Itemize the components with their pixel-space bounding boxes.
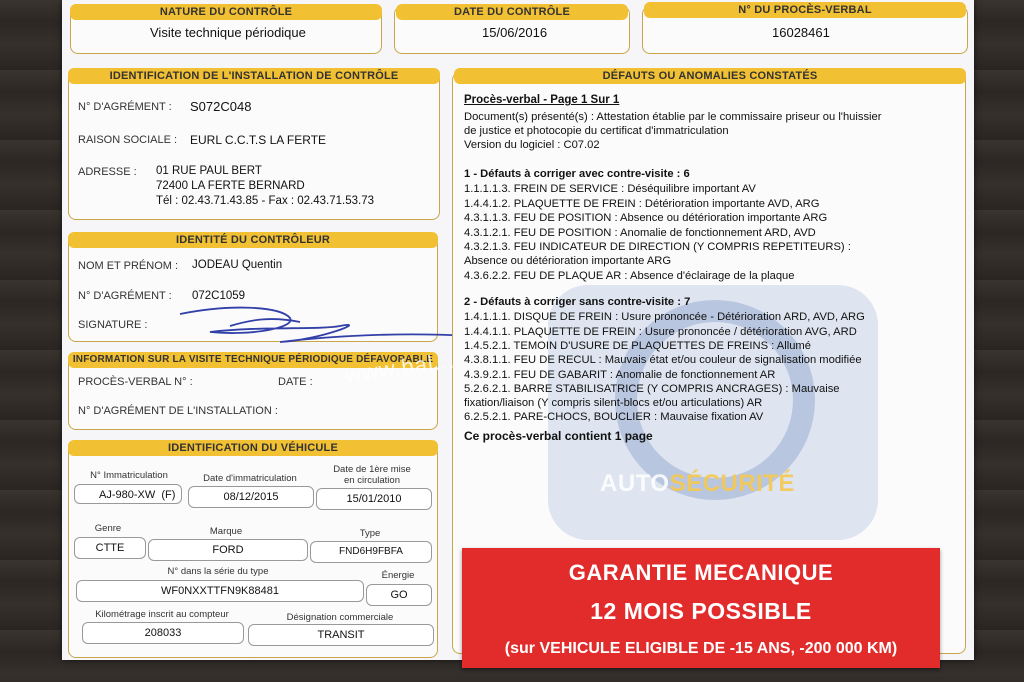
defauts-section-2: 2 - Défauts à corriger sans contre-visite : 7 (464, 296, 691, 308)
installation-agrement: S072C048 (190, 99, 252, 114)
defaut-item: 1.4.4.1.2. PLAQUETTE DE FREIN : Détérioration importante AVD, ARG (464, 198, 820, 210)
defaut-item: 4.3.1.1.3. FEU DE POSITION : Absence ou détérioration importante ARG (464, 212, 828, 224)
defaut-item: 1.4.4.1.1. PLAQUETTE DE FREIN : Usure prononcée / détérioration AVG, ARD (464, 326, 857, 338)
defaut-item: 4.3.9.2.1. FEU DE GABARIT : Anomalie de fonctionnement AR (464, 369, 776, 381)
defaut-item: 4.3.8.1.1. FEU DE RECUL : Mauvais état et/ou couleur de signalisation modifiée (464, 354, 862, 366)
defauts-section-1: 1 - Défauts à corriger avec contre-visite : 6 (464, 168, 690, 180)
genre-field: CTTE (74, 537, 146, 559)
installation-header: IDENTIFICATION DE L'INSTALLATION DE CONTRÔLE (68, 68, 440, 84)
info-visite-pv-label: PROCÈS-VERBAL N° : (78, 376, 193, 388)
controleur-nom-label: NOM ET PRÉNOM : (78, 260, 179, 272)
energie-label: Énergie (381, 570, 415, 581)
defaut-item: Absence ou détérioration importante ARG (464, 255, 672, 267)
info-visite-date-label: DATE : (278, 376, 313, 388)
type-field: FND6H9FBFA (310, 541, 432, 563)
immat-label: N° Immatriculation (90, 470, 168, 481)
nature-value: Visite technique périodique (150, 25, 306, 40)
km-field: 208033 (82, 622, 244, 644)
warranty-banner (462, 548, 940, 668)
defaut-item: 6.2.5.2.1. PARE-CHOCS, BOUCLIER : Mauvaise fixation AV (464, 411, 764, 423)
installation-raison: EURL C.C.T.S LA FERTE (190, 133, 327, 147)
date-mise-label-1: Date de 1ère mise (333, 464, 411, 475)
serie-field: WF0NXXTTFN9K88481 (76, 580, 364, 602)
energie-field: GO (366, 584, 432, 606)
nature-header: NATURE DU CONTRÔLE (70, 4, 382, 20)
serie-label: N° dans la série du type (167, 566, 269, 577)
date-mise-field: 15/01/2010 (316, 488, 432, 510)
designation-label: Désignation commerciale (286, 612, 394, 623)
installation-adresse-label: ADRESSE : (78, 166, 137, 178)
date-mise-label-2: en circulation (344, 475, 400, 486)
date-value: 15/06/2016 (482, 25, 548, 40)
defauts-version: Version du logiciel : C07.02 (464, 139, 600, 151)
defaut-item: 1.1.1.1.3. FREIN DE SERVICE : Déséquilibre important AV (464, 183, 756, 195)
installation-adresse-2: 72400 LA FERTE BERNARD (156, 180, 305, 192)
installation-adresse-3: Tél : 02.43.71.43.85 - Fax : 02.43.71.53.73 (156, 195, 375, 207)
controleur-signature-label: SIGNATURE : (78, 319, 148, 331)
installation-raison-label: RAISON SOCIALE : (78, 134, 178, 146)
controleur-agrement: 072C1059 (192, 290, 246, 302)
date-immat-label: Date d'immatriculation (203, 473, 297, 484)
defaut-item: 4.3.1.2.1. FEU DE POSITION : Anomalie de fonctionnement ARD, AVD (464, 227, 816, 239)
controleur-nom: JODEAU Quentin (192, 259, 283, 271)
immat-field (74, 484, 182, 504)
defauts-footer: Ce procès-verbal contient 1 page (464, 429, 653, 443)
km-label: Kilométrage inscrit au compteur (95, 609, 229, 620)
date-immat-field: 08/12/2015 (188, 486, 314, 508)
defauts-pv-header: Procès-verbal - Page 1 Sur 1 (464, 94, 620, 106)
defaut-item: 5.2.6.2.1. BARRE STABILISATRICE (Y COMPRIS ANCRAGES) : Mauvaise (464, 383, 840, 395)
immat-value: AJ-980-XW (99, 489, 156, 501)
pv-header: N° DU PROCÈS-VERBAL (644, 2, 966, 18)
date-header: DATE DU CONTRÔLE (396, 4, 628, 20)
defauts-doc-2: de justice et photocopie du certificat d'immatriculation (464, 125, 729, 137)
installation-agrement-label: N° D'AGRÉMENT : (78, 101, 172, 113)
type-label: Type (359, 528, 381, 539)
defaut-item: fixation/liaison (Y compris silent-blocs et/ou articulations) AR (464, 397, 763, 409)
logo-part-auto: AUTO (600, 470, 670, 497)
designation-field: TRANSIT (248, 624, 434, 646)
website-watermark: www.bal... (343, 347, 457, 388)
defauts-header: DÉFAUTS OU ANOMALIES CONSTATÉS (454, 68, 966, 84)
banner-line-3: (sur VEHICULE ELIGIBLE DE -15 ANS, -200 000 KM) (504, 640, 898, 657)
defauts-doc-1: Document(s) présenté(s) : Attestation établie par le commissaire priseur ou l'huissier (464, 111, 882, 123)
vehicule-header: IDENTIFICATION DU VÉHICULE (68, 440, 438, 456)
banner-line-1: GARANTIE MECANIQUE (568, 560, 834, 585)
info-visite-agrement-label: N° D'AGRÉMENT DE L'INSTALLATION : (78, 405, 278, 417)
info-visite-header: INFORMATION SUR LA VISITE TECHNIQUE PÉRIODIQUE DÉFAVORABLE (68, 352, 438, 368)
installation-adresse-1: 01 RUE PAUL BERT (156, 165, 262, 177)
banner-line-2: 12 MOIS POSSIBLE (590, 598, 812, 624)
autosecurite-logo-text (600, 470, 795, 498)
defaut-item: 4.3.6.2.2. FEU DE PLAQUE AR : Absence d'éclairage de la plaque (464, 270, 795, 282)
immat-suffix: (F) (161, 489, 176, 501)
handwritten-signature (170, 296, 490, 356)
logo-part-securite: SÉCURITÉ (669, 470, 795, 497)
marque-label: Marque (209, 526, 243, 537)
genre-label: Genre (94, 523, 122, 534)
pv-value: 16028461 (772, 25, 830, 40)
marque-field: FORD (148, 539, 308, 561)
controleur-agrement-label: N° D'AGRÉMENT : (78, 290, 172, 302)
defaut-item: 1.4.5.2.1. TEMOIN D'USURE DE PLAQUETTES DE FREINS : Allumé (464, 340, 811, 352)
defaut-item: 4.3.2.1.3. FEU INDICATEUR DE DIRECTION (Y COMPRIS REPETITEURS) : (464, 241, 851, 253)
defaut-item: 1.4.1.1.1. DISQUE DE FREIN : Usure prononcée - Détérioration ARD, AVD, ARG (464, 311, 865, 323)
controleur-header: IDENTITÉ DU CONTRÔLEUR (68, 232, 438, 248)
